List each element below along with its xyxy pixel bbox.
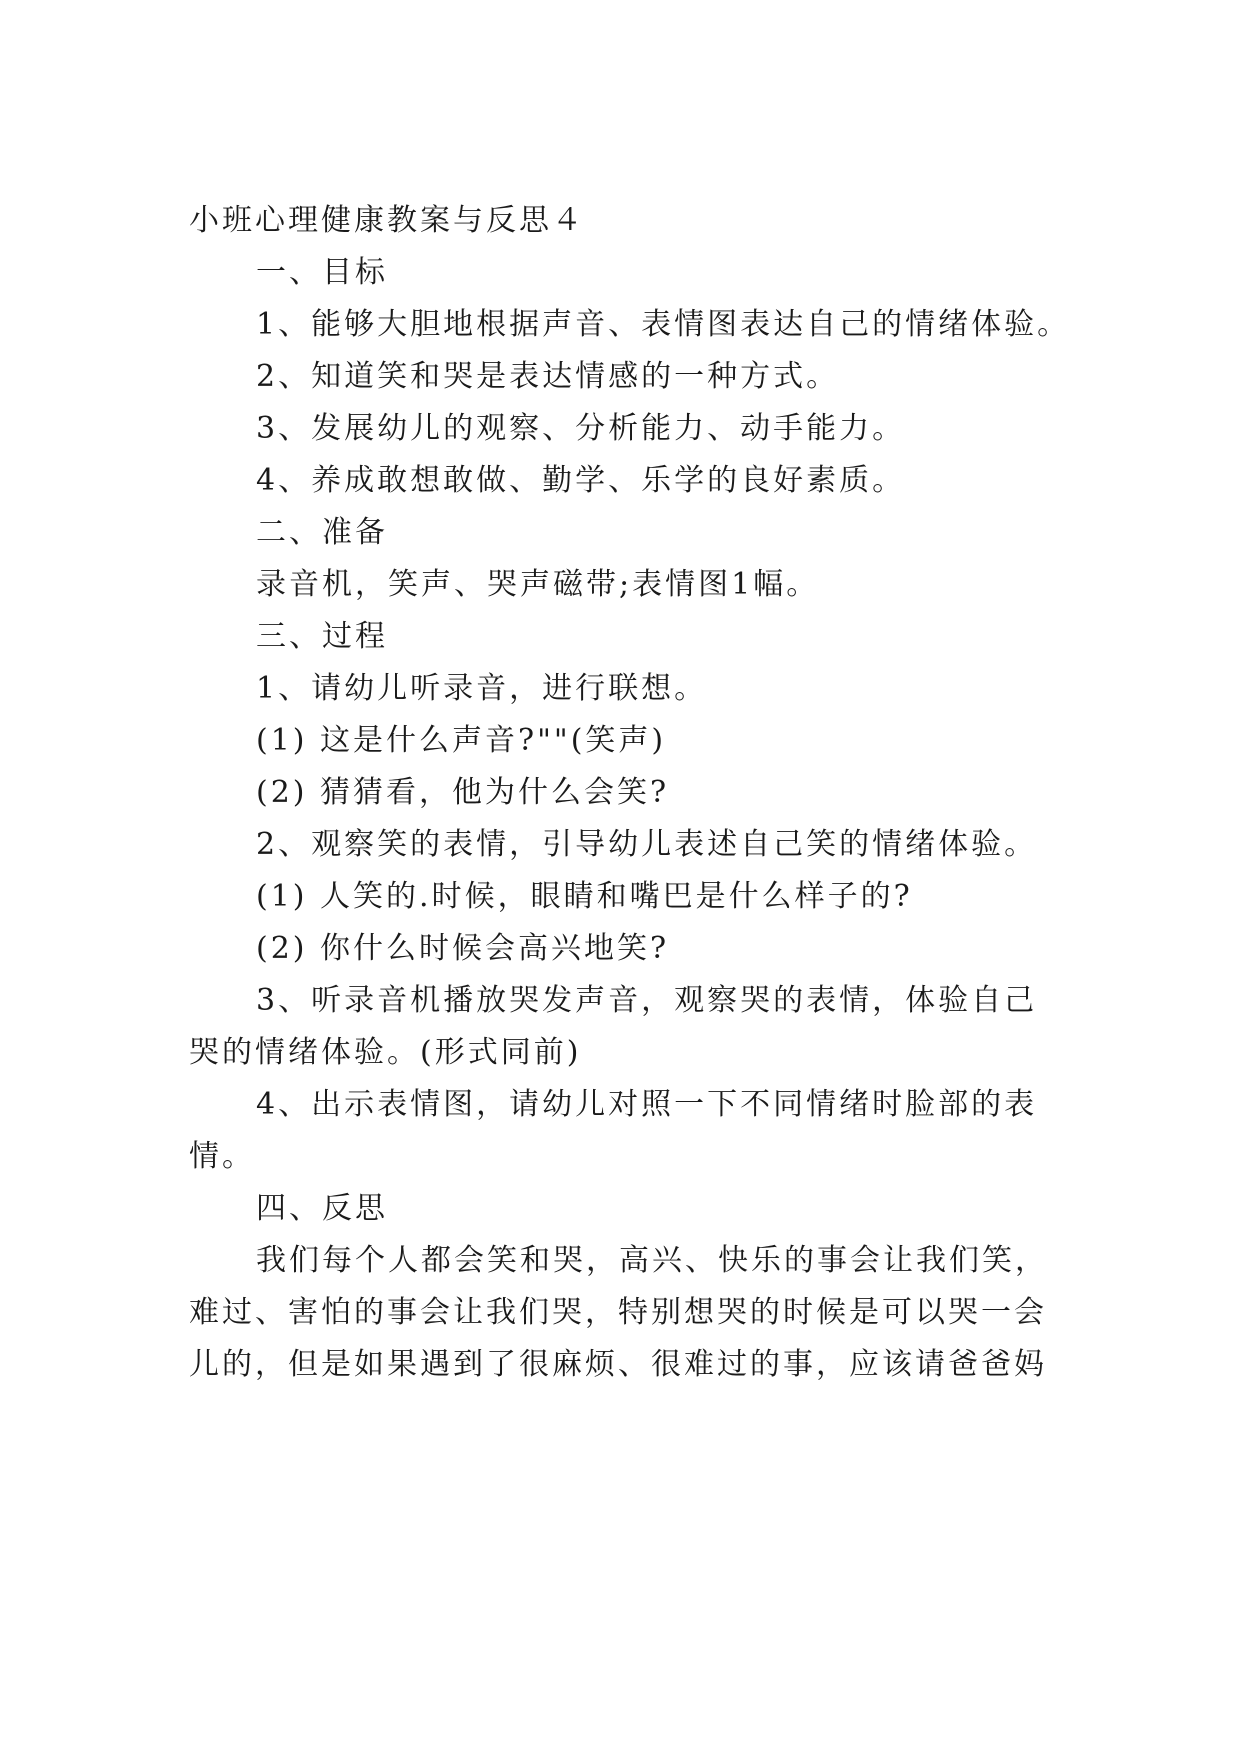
reflection-paragraph-line: 难过、害怕的事会让我们哭，特别想哭的时候是可以哭一会 [189, 1295, 1047, 1330]
goal-item-2: 2、知道笑和哭是表达情感的一种方式。 [256, 359, 840, 394]
process-substep: (1) 这是什么声音?""(笑声) [256, 723, 667, 758]
section-heading-preparation: 二、准备 [256, 515, 388, 550]
goal-item-1: 1、能够大胆地根据声音、表情图表达自己的情绪体验。 [256, 307, 1071, 342]
process-step-3-continued: 哭的情绪体验。(形式同前) [189, 1035, 582, 1070]
process-substep: (2) 你什么时候会高兴地笑? [256, 931, 670, 966]
process-step-4-continued: 情。 [189, 1139, 255, 1174]
goal-item-4: 4、养成敢想敢做、勤学、乐学的良好素质。 [256, 463, 906, 498]
process-step-4: 4、出示表情图，请幼儿对照一下不同情绪时脸部的表 [256, 1087, 1038, 1122]
preparation-text: 录音机，笑声、哭声磁带;表情图1幅。 [256, 567, 820, 602]
section-heading-goals: 一、目标 [256, 255, 388, 290]
goal-item-3: 3、发展幼儿的观察、分析能力、动手能力。 [256, 411, 906, 446]
process-substep: (1) 人笑的.时候，眼睛和嘴巴是什么样子的? [256, 879, 913, 914]
process-step-1: 1、请幼儿听录音，进行联想。 [256, 671, 708, 706]
reflection-paragraph-line: 儿的，但是如果遇到了很麻烦、很难过的事，应该请爸爸妈 [189, 1347, 1047, 1382]
process-step-3: 3、听录音机播放哭发声音，观察哭的表情，体验自己 [256, 983, 1038, 1018]
section-heading-process: 三、过程 [256, 619, 388, 654]
reflection-paragraph-line: 我们每个人都会笑和哭，高兴、快乐的事会让我们笑， [256, 1243, 1048, 1278]
process-step-2: 2、观察笑的表情，引导幼儿表述自己笑的情绪体验。 [256, 827, 1038, 862]
section-heading-reflection: 四、反思 [256, 1191, 388, 1226]
document-title: 小班心理健康教案与反思４ [189, 203, 585, 238]
process-substep: (2) 猜猜看，他为什么会笑? [256, 775, 670, 810]
